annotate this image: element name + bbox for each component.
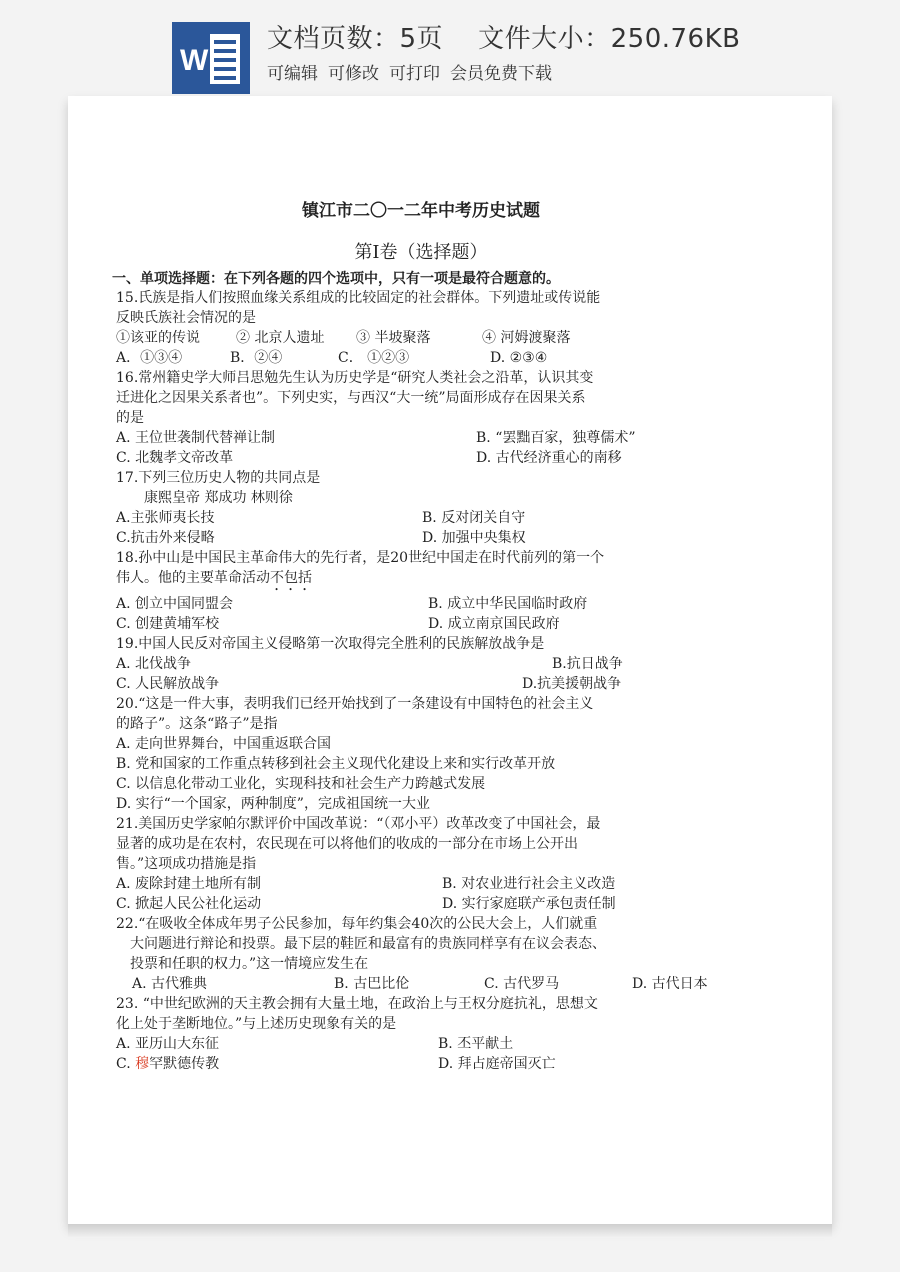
- q18-option-c: C. 创建黄埔军校: [116, 616, 220, 632]
- q17-stem-line1: 17.下列三位历史人物的共同点是: [116, 470, 321, 486]
- q20-option-b: B. 党和国家的工作重点转移到社会主义现代化建设上来和实行改革开放: [116, 756, 556, 772]
- q19-option-d: D.抗美援朝战争: [522, 676, 622, 692]
- q21-option-a: A. 废除封建土地所有制: [116, 876, 262, 892]
- q19-option-b: B.抗日战争: [552, 656, 623, 672]
- q16-stem-line3: 的是: [116, 410, 144, 426]
- q18-stem-line2: [116, 568, 312, 594]
- q21-stem-line3: 售。”这项成功措施是指: [116, 856, 257, 872]
- feature-editable: 可编辑: [267, 64, 318, 84]
- q22-stem-line1: 22.“在吸收全体成年男子公民参加，每年约集会40次的公民大会上，人们就重: [116, 916, 598, 932]
- file-size-label: 文件大小：250.76KB: [478, 24, 741, 54]
- q20-option-c: C. 以信息化带动工业化，实现科技和社会生产力跨越式发展: [116, 776, 486, 792]
- q17-option-c: C.抗击外来侵略: [116, 530, 215, 546]
- q20-option-a: A. 走向世界舞台，中国重返联合国: [116, 736, 332, 752]
- q22-stem-line2: 大问题进行辩论和投票。最下层的鞋匠和最富有的贵族同样享有在议会表态、: [130, 936, 606, 952]
- page-count-label: 文档页数：5页: [267, 24, 444, 54]
- q23-option-c: [116, 1054, 219, 1074]
- q15-item-4: ④ 河姆渡聚落: [482, 330, 571, 346]
- q23-option-c-red-char: 穆: [135, 1056, 150, 1072]
- q21-option-c: C. 掀起人民公社化运动: [116, 896, 262, 912]
- q23-option-c-prefix: C.: [116, 1056, 136, 1072]
- q15-option-a: A．①③④: [116, 350, 183, 366]
- q16-option-c: C. 北魏孝文帝改革: [116, 450, 234, 466]
- volume-title: 第Ⅰ卷（选择题）: [354, 242, 488, 263]
- q15-option-b: B．②④: [230, 350, 283, 366]
- q18-option-b: B. 成立中华民国临时政府: [428, 596, 588, 612]
- q18-option-d: D. 成立南京国民政府: [428, 616, 560, 632]
- exam-title: 镇江市二〇一二年中考历史试题: [302, 201, 540, 221]
- q22-stem-line3: 投票和任职的权力。”这一情境应发生在: [130, 956, 369, 972]
- q18-emphasis-not-included: 不包括: [270, 570, 312, 586]
- q18-option-a: A. 创立中国同盟会: [116, 596, 234, 612]
- q15-item-3: ③ 半坡聚落: [356, 330, 431, 346]
- q21-option-d: D. 实行家庭联产承包责任制: [442, 896, 616, 912]
- q16-option-d: D. 古代经济重心的南移: [476, 450, 622, 466]
- q15-stem-line1: 15.氏族是指人们按照血缘关系组成的比较固定的社会群体。下列遗址或传说能: [116, 290, 601, 306]
- q15-item-1: ①该亚的传说: [116, 330, 200, 346]
- q15-option-d: D. ②③④: [490, 350, 548, 366]
- q17-option-d: D. 加强中央集权: [422, 530, 526, 546]
- svg-text:W: W: [180, 44, 209, 77]
- q23-stem-line1: 23. “中世纪欧洲的天主教会拥有大量土地，在政治上与王权分庭抗礼，思想文: [116, 996, 598, 1012]
- q18-stem-line1: 18.孙中山是中国民主革命伟大的先行者，是20世纪中国走在时代前列的第一个: [116, 550, 605, 566]
- q21-stem-line1: 21.美国历史学家帕尔默评价中国改革说：“（邓小平）改革改变了中国社会，最: [116, 816, 601, 832]
- q19-option-a: A. 北伐战争: [116, 656, 192, 672]
- q16-option-b: B. “罢黜百家，独尊儒术”: [476, 430, 636, 446]
- q23-option-b: B. 丕平献土: [438, 1036, 514, 1052]
- q19-option-c: C. 人民解放战争: [116, 676, 220, 692]
- q19-stem-line1: 19.中国人民反对帝国主义侵略第一次取得完全胜利的民族解放战争是: [116, 636, 545, 652]
- q22-option-b: B. 古巴比伦: [334, 976, 410, 992]
- q18-stem-text: 伟人。他的主要革命活动: [116, 570, 270, 586]
- q17-option-a: A.主张师夷长技: [116, 510, 215, 526]
- q23-option-c-rest: 罕默德传教: [149, 1056, 220, 1072]
- q16-option-a: A. 王位世袭制代替禅让制: [116, 430, 276, 446]
- download-banner: [0, 0, 900, 96]
- q15-option-c: C． ①②③: [338, 350, 410, 366]
- q20-stem-line2: 的路子”。这条“路子”是指: [116, 716, 278, 732]
- file-stats: [267, 18, 740, 55]
- q21-option-b: B. 对农业进行社会主义改造: [442, 876, 616, 892]
- q16-stem-line1: 16.常州籍史学大师吕思勉先生认为历史学是“研究人类社会之沿革，认识其变: [116, 370, 594, 386]
- feature-printable: 可打印: [389, 64, 440, 84]
- q23-option-d: D. 拜占庭帝国灭亡: [438, 1056, 556, 1072]
- q15-item-2: ② 北京人遗址: [236, 330, 325, 346]
- q17-option-b: B. 反对闭关自守: [422, 510, 526, 526]
- page-shadow: [68, 1224, 832, 1238]
- member-download-link[interactable]: 会员免费下载: [450, 64, 552, 84]
- word-document-icon: [172, 22, 250, 94]
- q16-stem-line2: 迁进化之因果关系者也”。下列史实，与西汉“大一统”局面形成存在因果关系: [116, 390, 586, 406]
- q22-option-a: A. 古代雅典: [132, 976, 208, 992]
- q15-stem-line2: 反映氏族社会情况的是: [116, 310, 256, 326]
- q22-option-d: D. 古代日本: [632, 976, 708, 992]
- q22-option-c: C. 古代罗马: [484, 976, 560, 992]
- q20-stem-line1: 20.“这是一件大事，表明我们已经开始找到了一条建设有中国特色的社会主义: [116, 696, 594, 712]
- q21-stem-line2: 显著的成功是在农村，农民现在可以将他们的收成的一部分在市场上公开出: [116, 836, 578, 852]
- q23-option-a: A. 亚历山大东征: [116, 1036, 220, 1052]
- section-heading: 一、单项选择题：在下列各题的四个选项中，只有一项是最符合题意的。: [112, 271, 560, 287]
- feature-list: [267, 59, 740, 84]
- q17-stem-figures: 康熙皇帝 郑成功 林则徐: [144, 490, 293, 506]
- q23-stem-line2: 化上处于垄断地位。”与上述历史现象有关的是: [116, 1016, 397, 1032]
- feature-modifiable: 可修改: [328, 64, 379, 84]
- q20-option-d: D. 实行“一个国家，两种制度”，完成祖国统一大业: [116, 796, 430, 812]
